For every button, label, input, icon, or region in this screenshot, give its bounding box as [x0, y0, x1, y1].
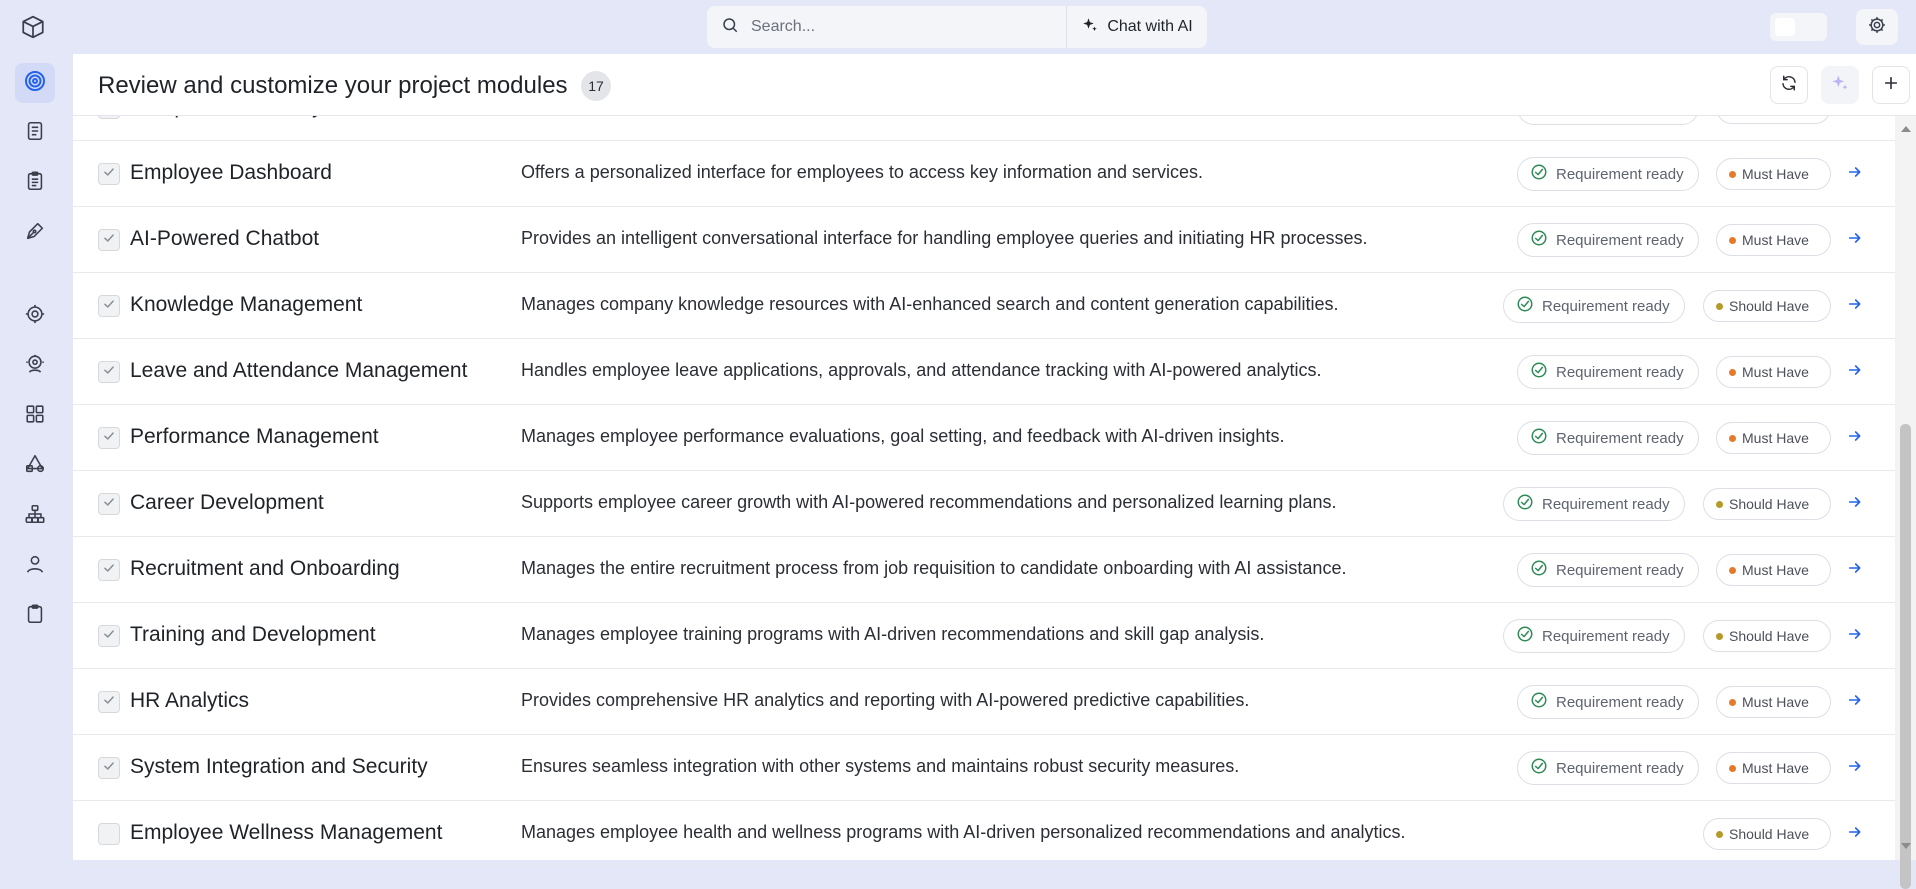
- open-module-arrow[interactable]: [1845, 230, 1865, 250]
- chat-with-ai-button[interactable]: [1067, 6, 1207, 48]
- gear-user-icon: [24, 353, 46, 380]
- module-description: Offers a personalized interface for employees to access key information and services.: [521, 162, 1203, 182]
- table-row[interactable]: [73, 339, 1895, 405]
- sidebar-item-shapes[interactable]: [15, 446, 55, 486]
- table-row[interactable]: [73, 207, 1895, 273]
- priority-label: Must Have: [1742, 760, 1809, 776]
- priority-badge: [1716, 224, 1831, 256]
- priority-dot: [1729, 435, 1736, 442]
- open-module-arrow[interactable]: [1845, 296, 1865, 316]
- module-checkbox[interactable]: [98, 625, 120, 647]
- gear-icon: [24, 303, 46, 330]
- module-description: Ensures seamless integration with other systems and maintains robust security measures.: [521, 756, 1240, 776]
- target-icon: [23, 69, 47, 98]
- priority-label: Must Have: [1742, 364, 1809, 380]
- status-label: Requirement ready: [1556, 165, 1684, 183]
- clipboard-list-icon: [24, 170, 46, 197]
- priority-dot: [1729, 699, 1736, 706]
- arrow-right-icon: [1847, 296, 1863, 317]
- status-badge: [1503, 619, 1685, 653]
- table-row[interactable]: [73, 405, 1895, 471]
- check-icon: [102, 297, 116, 316]
- status-label: Requirement ready: [1556, 693, 1684, 711]
- priority-badge: [1703, 818, 1831, 850]
- module-checkbox[interactable]: [98, 163, 120, 185]
- status-badge: [1517, 223, 1699, 257]
- priority-label: Should Have: [1729, 628, 1810, 644]
- shapes-icon: [24, 453, 46, 480]
- scroll-up-arrow[interactable]: [1901, 126, 1911, 132]
- priority-dot: [1729, 237, 1736, 244]
- check-icon: [102, 495, 116, 514]
- status-label: Requirement ready: [1542, 495, 1670, 513]
- module-name: HR Analytics: [130, 689, 250, 712]
- priority-label: Must Have: [1742, 232, 1809, 248]
- status-badge: [1517, 685, 1699, 719]
- module-name: Performance Management: [130, 425, 379, 448]
- table-row[interactable]: [73, 141, 1895, 207]
- module-name: Employee Dashboard: [130, 161, 332, 184]
- priority-dot: [1729, 171, 1736, 178]
- module-checkbox[interactable]: [98, 757, 120, 779]
- module-name: Knowledge Management: [130, 293, 363, 316]
- module-description: Manages company knowledge resources with AI-enhanced search and content generation capabilities.: [521, 294, 1339, 314]
- module-checkbox[interactable]: [98, 229, 120, 251]
- check-circle-icon: [1516, 493, 1534, 515]
- pen-tool-icon: [24, 220, 46, 247]
- priority-dot: [1729, 567, 1736, 574]
- status-badge: [1517, 751, 1699, 785]
- scroll-down-arrow[interactable]: [1901, 843, 1911, 849]
- module-checkbox[interactable]: [98, 295, 120, 317]
- status-badge: [1503, 487, 1685, 521]
- open-module-arrow[interactable]: [1845, 824, 1865, 844]
- priority-badge: [1703, 290, 1831, 322]
- table-row[interactable]: [73, 669, 1895, 735]
- module-description: Manages the entire recruitment process from job requisition to candidate onboarding with AI assistance.: [521, 558, 1347, 578]
- module-count-badge: 17: [581, 71, 611, 101]
- clipboard-icon: [24, 603, 46, 630]
- plus-icon: [1883, 75, 1899, 96]
- status-label: Requirement ready: [1542, 627, 1670, 645]
- sidebar-item-automation[interactable]: [15, 346, 55, 386]
- priority-dot: [1716, 303, 1723, 310]
- priority-badge: [1703, 488, 1831, 520]
- module-name: Employee Wellness Management: [130, 821, 443, 844]
- check-icon: [102, 627, 116, 646]
- module-checkbox[interactable]: [98, 691, 120, 713]
- priority-label: Must Have: [1742, 166, 1809, 182]
- search-bar: [707, 6, 1207, 48]
- refresh-icon: [1780, 74, 1798, 97]
- priority-label: Must Have: [1742, 430, 1809, 446]
- arrow-right-icon: [1847, 494, 1863, 515]
- sidebar-item-tasks[interactable]: [15, 596, 55, 636]
- status-label: Requirement ready: [1556, 429, 1684, 447]
- check-icon: [102, 429, 116, 448]
- priority-dot: [1716, 501, 1723, 508]
- check-circle-icon: [1530, 163, 1548, 185]
- status-badge: [1517, 355, 1699, 389]
- status-badge: [1517, 421, 1699, 455]
- status-label: Requirement ready: [1556, 759, 1684, 777]
- check-circle-icon: [1516, 625, 1534, 647]
- arrow-right-icon: [1847, 230, 1863, 251]
- priority-badge: [1716, 752, 1831, 784]
- module-description: Manages employee health and wellness programs with AI-driven personalized recommendations and analytics.: [521, 822, 1406, 842]
- search-icon: [721, 16, 739, 39]
- open-module-arrow[interactable]: [1845, 362, 1865, 382]
- search-box[interactable]: [707, 6, 1067, 48]
- status-badge: [1517, 157, 1699, 191]
- sparkle-icon: [1830, 73, 1850, 98]
- module-name: Career Development: [130, 491, 324, 514]
- theme-toggle[interactable]: [1770, 13, 1827, 41]
- ai-generate-button[interactable]: [1821, 66, 1859, 104]
- module-name: AI-Powered Chatbot: [130, 227, 320, 250]
- sidebar-item-settings[interactable]: [15, 296, 55, 336]
- check-circle-icon: [1530, 691, 1548, 713]
- sidebar-item-documents[interactable]: [15, 113, 55, 153]
- priority-badge: [1716, 356, 1831, 388]
- module-description: Provides an intelligent conversational interface for handling employee queries and initiating HR processes.: [521, 228, 1368, 248]
- hierarchy-icon: [24, 503, 46, 530]
- table-row[interactable]: [73, 735, 1895, 801]
- module-description: Manages employee performance evaluations, goal setting, and feedback with AI-driven insights.: [521, 426, 1285, 446]
- sidebar-item-modules[interactable]: [15, 396, 55, 436]
- module-name: Recruitment and Onboarding: [130, 557, 400, 580]
- priority-badge: [1716, 158, 1831, 190]
- check-circle-icon: [1530, 229, 1548, 251]
- check-icon: [102, 693, 116, 712]
- status-label: Requirement ready: [1556, 561, 1684, 579]
- search-input[interactable]: [751, 18, 1051, 36]
- settings-button[interactable]: [1856, 9, 1898, 45]
- check-icon: [102, 231, 116, 250]
- grid-icon: [24, 403, 46, 430]
- priority-label: Should Have: [1729, 826, 1810, 842]
- open-module-arrow[interactable]: [1845, 692, 1865, 712]
- arrow-right-icon: [1847, 758, 1863, 779]
- open-module-arrow[interactable]: [1845, 164, 1865, 184]
- status-label: Requirement ready: [1556, 231, 1684, 249]
- chat-with-ai-label: Chat with AI: [1107, 18, 1193, 35]
- sidebar-item-users[interactable]: [15, 546, 55, 586]
- top-bar: [0, 0, 1916, 54]
- check-icon: [102, 363, 116, 382]
- open-module-arrow[interactable]: [1845, 758, 1865, 778]
- status-label: Requirement ready: [1542, 297, 1670, 315]
- open-module-arrow[interactable]: [1845, 428, 1865, 448]
- priority-dot: [1729, 765, 1736, 772]
- priority-label: Should Have: [1729, 496, 1810, 512]
- open-module-arrow[interactable]: [1845, 494, 1865, 514]
- check-circle-icon: [1530, 757, 1548, 779]
- check-icon: [102, 165, 116, 184]
- refresh-button[interactable]: [1770, 66, 1808, 104]
- priority-badge: [1716, 554, 1831, 586]
- document-icon: [24, 120, 46, 147]
- check-circle-icon: [1530, 427, 1548, 449]
- sparkle-icon: [1081, 16, 1099, 39]
- sidebar-item-design[interactable]: [15, 213, 55, 253]
- check-circle-icon: [1530, 559, 1548, 581]
- arrow-right-icon: [1847, 560, 1863, 581]
- module-name: System Integration and Security: [130, 755, 428, 778]
- arrow-right-icon: [1847, 164, 1863, 185]
- page-title: Review and customize your project modules: [98, 72, 568, 99]
- scrollbar[interactable]: [1895, 116, 1916, 860]
- priority-label: Must Have: [1742, 694, 1809, 710]
- open-module-arrow[interactable]: [1845, 626, 1865, 646]
- module-description: Manages employee training programs with AI-driven recommendations and skill gap analysis.: [521, 624, 1265, 644]
- priority-dot: [1716, 831, 1723, 838]
- module-name: Leave and Attendance Management: [130, 359, 468, 382]
- module-checkbox[interactable]: [98, 493, 120, 515]
- open-module-arrow[interactable]: [1845, 560, 1865, 580]
- table-row[interactable]: [73, 603, 1895, 669]
- table-row[interactable]: [73, 801, 1895, 867]
- check-circle-icon: [1530, 361, 1548, 383]
- module-checkbox[interactable]: [98, 427, 120, 449]
- module-checkbox[interactable]: [98, 559, 120, 581]
- app-logo-icon[interactable]: [14, 9, 52, 45]
- module-checkbox[interactable]: [98, 823, 120, 845]
- table-row[interactable]: [73, 273, 1895, 339]
- priority-badge: [1716, 686, 1831, 718]
- module-description: Handles employee leave applications, approvals, and attendance tracking with AI-powered analytics.: [521, 360, 1322, 380]
- add-module-button[interactable]: [1872, 66, 1910, 104]
- table-row[interactable]: [73, 471, 1895, 537]
- priority-dot: [1716, 633, 1723, 640]
- arrow-right-icon: [1847, 824, 1863, 845]
- check-circle-icon: [1516, 295, 1534, 317]
- priority-label: Must Have: [1742, 562, 1809, 578]
- priority-badge: [1716, 422, 1831, 454]
- sidebar-item-overview[interactable]: [15, 63, 55, 103]
- priority-dot: [1729, 369, 1736, 376]
- table-row[interactable]: [73, 537, 1895, 603]
- arrow-right-icon: [1847, 362, 1863, 383]
- priority-label: Should Have: [1729, 298, 1810, 314]
- main-panel: [73, 54, 1916, 860]
- gear-icon: [1867, 15, 1887, 40]
- check-icon: [102, 561, 116, 580]
- toggle-knob: [1775, 18, 1795, 36]
- arrow-right-icon: [1847, 626, 1863, 647]
- sidebar-item-requirements[interactable]: [15, 163, 55, 203]
- sidebar-item-hierarchy[interactable]: [15, 496, 55, 536]
- scroll-thumb[interactable]: [1900, 424, 1911, 889]
- status-badge: [1517, 553, 1699, 587]
- module-checkbox[interactable]: [98, 361, 120, 383]
- user-icon: [24, 553, 46, 580]
- module-list: [73, 116, 1895, 860]
- priority-badge: [1703, 620, 1831, 652]
- page-header: [73, 54, 1916, 116]
- check-icon: [102, 759, 116, 778]
- sidebar: [0, 54, 70, 860]
- arrow-right-icon: [1847, 428, 1863, 449]
- module-description: Provides comprehensive HR analytics and reporting with AI-powered predictive capabilities.: [521, 690, 1250, 710]
- status-badge: [1503, 289, 1685, 323]
- module-name: Training and Development: [130, 623, 376, 646]
- module-description: Supports employee career growth with AI-powered recommendations and personalized learning plans.: [521, 492, 1337, 512]
- arrow-right-icon: [1847, 692, 1863, 713]
- status-label: Requirement ready: [1556, 363, 1684, 381]
